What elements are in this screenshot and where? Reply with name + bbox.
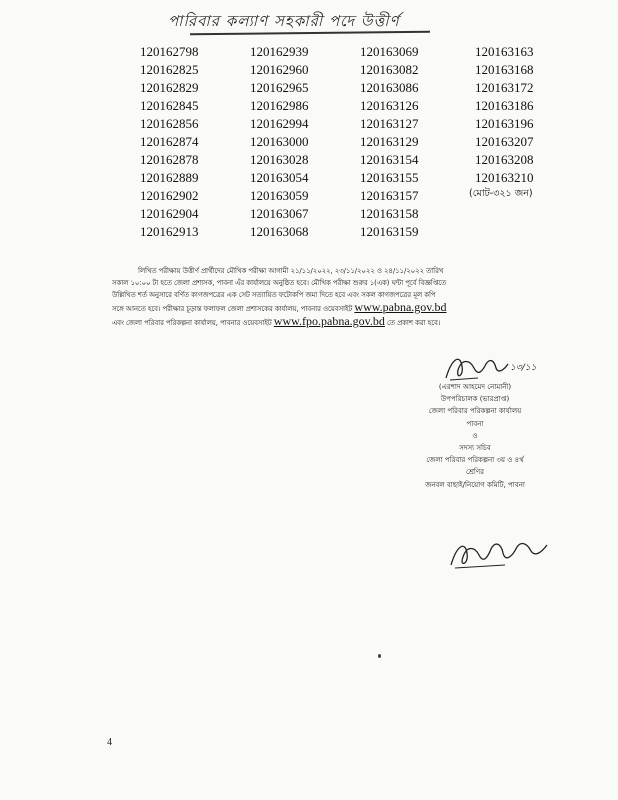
roll-number: 120163000 — [250, 134, 309, 149]
roll-number: 120162939 — [250, 44, 309, 59]
signatory-block — [380, 381, 570, 491]
signatory-committee: জনবল বাছাই/নিয়োগ কমিটি, পাবনা — [425, 480, 525, 489]
roll-column-2 — [250, 43, 360, 241]
roll-number: 120163059 — [250, 188, 309, 203]
notice-line-text: সঙ্গে আনতে হবে। পরীক্ষার চূড়ান্ত ফলাফল জেলা প্রশাসকের কার্যালয়, পাবনার ওয়েবসাইট — [112, 305, 355, 313]
roll-number: 120162965 — [250, 80, 309, 95]
roll-number: 120163155 — [360, 170, 419, 185]
roll-number: 120163158 — [360, 206, 419, 221]
roll-number: 120163159 — [360, 224, 419, 239]
website-link-fpo[interactable]: www.fpo.pabna.gov.bd — [273, 315, 385, 328]
handwritten-header: পারিবার কল্যাণ সহকারী পদে উত্তীর্ণ — [168, 12, 400, 30]
roll-number: 120163082 — [360, 62, 419, 77]
notice-line: উল্লিখিত শর্ত অনুসারে বর্ণিত কাগজপত্রের এক সেট সত্যায়িত ফটোকপি জমা দিতে হবে এবং সকল কাগজপত্রের মূল কপি — [112, 291, 436, 299]
roll-number: 120162960 — [250, 62, 309, 77]
roll-column-4 — [469, 43, 585, 201]
roll-number: 120163207 — [475, 134, 534, 149]
ink-mark — [378, 654, 381, 658]
roll-number: 120162889 — [140, 170, 199, 185]
notice-line: সকাল ১০:০০ টা হতে জেলা প্রশাসক, পাবনা এঁর কার্যালয়ে অনুষ্ঠিত হবে। মৌখিক পরীক্ষা শুরুর ১(এক) ঘন্টা পূর্বে বিজ্ঞপ্তিতে — [112, 279, 447, 287]
second-signature — [445, 535, 555, 575]
signatory-office-2: জেলা পরিবার পরিকল্পনা ৩য় ও ৪র্থ — [426, 456, 524, 465]
roll-number: 120163163 — [475, 44, 534, 59]
notice-line — [112, 315, 532, 329]
signatory-name: (এরশাদ আহমেদ নোমানী) — [438, 383, 512, 391]
roll-number: 120162913 — [140, 224, 199, 239]
website-link-pabna[interactable]: www.pabna.gov.bd — [354, 301, 447, 314]
signatory-class: শ্রেণির — [465, 468, 484, 477]
page-number: 4 — [107, 737, 112, 748]
signatory-location: পাবনা — [466, 419, 484, 428]
roll-number: 120162874 — [140, 134, 199, 149]
roll-number: 120163196 — [475, 116, 534, 131]
total-count-note: (মোট-৩২১ জন) — [469, 188, 533, 199]
roll-number: 120163054 — [250, 170, 309, 185]
roll-number: 120163127 — [360, 116, 419, 131]
roll-number: 120163168 — [475, 62, 534, 77]
roll-number: 120162986 — [250, 98, 309, 113]
roll-number: 120163172 — [475, 80, 534, 95]
signatory-office: জেলা পরিবার পরিকল্পনা কার্যালয় — [428, 407, 522, 416]
notice-paragraph — [112, 265, 532, 329]
roll-number: 120162856 — [140, 116, 199, 131]
roll-number: 120162825 — [140, 62, 199, 77]
signatory-designation: উপপরিচালক (ভারপ্রাপ্ত) — [440, 395, 510, 404]
notice-line — [112, 301, 532, 315]
roll-number: 120162845 — [140, 98, 199, 113]
signatory-conjunction: ও — [472, 431, 478, 440]
roll-number: 120163069 — [360, 44, 419, 59]
roll-number: 120163068 — [250, 224, 309, 239]
roll-number: 120163186 — [475, 98, 534, 113]
roll-number: 120162878 — [140, 152, 199, 167]
roll-number: 120163129 — [360, 134, 419, 149]
roll-number: 120163208 — [475, 152, 534, 167]
roll-number: 120163028 — [250, 152, 309, 167]
roll-column-1 — [140, 43, 250, 241]
roll-number: 120163126 — [360, 98, 419, 113]
roll-number: 120162829 — [140, 80, 199, 95]
signatory-role: সদস্য সচিব — [459, 444, 491, 453]
roll-number: 120162904 — [140, 206, 199, 221]
roll-number: 120162902 — [140, 188, 199, 203]
roll-number: 120162798 — [140, 44, 199, 59]
notice-line: লিখিত পরীক্ষায় উত্তীর্ণ প্রার্থীদের মৌখিক পরীক্ষা আগামী ২১/১১/২০২২, ২৩/১১/২০২২ ও ২৪/১১/২০২২ তারিখ — [138, 267, 444, 275]
roll-number: 120163067 — [250, 206, 309, 221]
roll-number: 120163210 — [475, 170, 534, 185]
notice-line-text: এবং জেলা পরিবার পরিকল্পনা কার্যালয়, পাবনার ওয়েবসাইট — [112, 319, 274, 327]
roll-number: 120162994 — [250, 116, 309, 131]
roll-number: 120163154 — [360, 152, 419, 167]
roll-number: 120163157 — [360, 188, 419, 203]
roll-column-3 — [360, 43, 470, 241]
roll-number: 120163086 — [360, 80, 419, 95]
signature-date: ১৩/১১ — [510, 363, 537, 373]
notice-line-end: তে প্রকাশ করা হবে। — [384, 319, 441, 327]
